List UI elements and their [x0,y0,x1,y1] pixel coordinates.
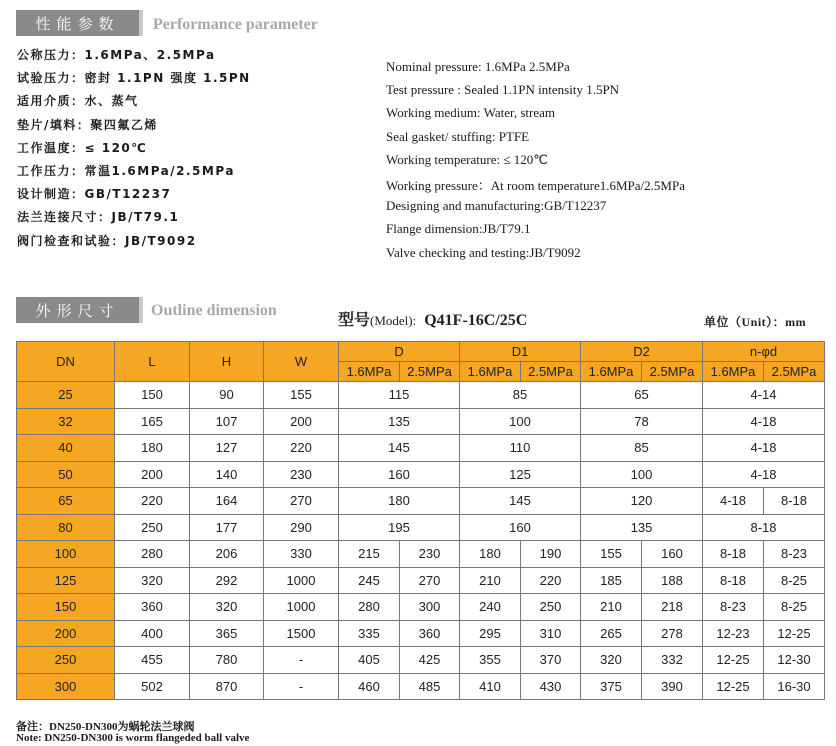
cell-d-b: 300 [400,594,460,621]
cell-dn: 100 [17,541,115,568]
cell-nd-a: 12-25 [703,673,764,700]
cell-w: 290 [264,514,339,541]
cell-d1-a: 295 [460,620,521,647]
cell-h: 127 [190,435,264,462]
table-row [17,435,825,462]
header-nd-p25: 2.5MPa [764,362,825,382]
table-row [17,382,825,409]
cell-d2: 100 [581,461,703,488]
cell-nd: 4-14 [703,382,825,409]
header-d2-p16: 1.6MPa [581,362,642,382]
cell-nd-b: 12-30 [764,647,825,674]
cell-d2-a: 155 [581,541,642,568]
cell-dn: 300 [17,673,115,700]
performance-cn-line: 设计制造：GB/T12237 [17,187,172,202]
cell-l: 455 [115,647,190,674]
cell-l: 320 [115,567,190,594]
cell-d2-b: 218 [642,594,703,621]
cell-l: 400 [115,620,190,647]
performance-section-tag [16,10,143,36]
performance-en-line: Nominal pressure: 1.6MPa 2.5MPa [386,59,570,74]
performance-cn-line: 工作温度：≤ 120℃ [17,140,148,155]
header-l: L [115,342,190,382]
cell-d1-a: 240 [460,594,521,621]
performance-en-line: Working medium: Water, stream [386,105,555,121]
cell-h: 164 [190,488,264,515]
cell-d-a: 245 [339,567,400,594]
header-d2: D2 [581,342,703,362]
cell-h: 365 [190,620,264,647]
cell-d2-b: 188 [642,567,703,594]
header-d1-p25: 2.5MPa [521,362,581,382]
cell-nd-b: 8-25 [764,594,825,621]
note-cn: 备注：DN250-DN300为蜗轮法兰球阀 [16,721,195,733]
cell-h: 292 [190,567,264,594]
header-dn: DN [17,342,115,382]
cell-d-a: 280 [339,594,400,621]
performance-en-line: Seal gasket/ stuffing: PTFE [386,128,530,144]
cell-nd: 4-18 [703,435,825,462]
cell-h: 140 [190,461,264,488]
header-nd: n-φd [703,342,825,362]
cell-l: 360 [115,594,190,621]
performance-cn-line: 适用介质：水、蒸气 [17,94,139,109]
cell-d1-b: 430 [521,673,581,700]
table-row [17,461,825,488]
cell-d: 180 [339,488,460,515]
outline-section-tag [16,297,143,323]
cell-h: 320 [190,594,264,621]
cell-nd-a: 12-25 [703,647,764,674]
cell-w: 330 [264,541,339,568]
cell-dn: 150 [17,594,115,621]
cell-d2-a: 210 [581,594,642,621]
cell-d2-a: 265 [581,620,642,647]
cell-w: - [264,673,339,700]
performance-en-line: Working pressure：At room temperature1.6MPa/2.5MPa [386,178,685,193]
dimension-table [16,341,825,700]
cell-d-a: 335 [339,620,400,647]
cell-d-b: 485 [400,673,460,700]
performance-tag-en: Performance parameter [153,16,318,33]
header-d-p16: 1.6MPa [339,362,400,382]
performance-cn-line: 法兰连接尺寸：JB/T79.1 [17,210,180,225]
cell-d2: 78 [581,408,703,435]
cell-d1-b: 250 [521,594,581,621]
cell-nd-b: 12-25 [764,620,825,647]
cell-h: 870 [190,673,264,700]
header-d1-p16: 1.6MPa [460,362,521,382]
cell-dn: 65 [17,488,115,515]
cell-dn: 40 [17,435,115,462]
cell-d: 195 [339,514,460,541]
cell-w: 200 [264,408,339,435]
table-row [17,594,825,621]
cell-h: 780 [190,647,264,674]
cell-d2-b: 160 [642,541,703,568]
unit-label: 单位（Unit）：mm [704,315,807,329]
performance-en-line: Working temperature: ≤ 120℃ [386,151,548,167]
cell-dn: 125 [17,567,115,594]
cell-d-a: 405 [339,647,400,674]
cell-l: 220 [115,488,190,515]
header-nd-p16: 1.6MPa [703,362,764,382]
cell-dn: 200 [17,620,115,647]
model-value: Q41F-16C/25C [424,312,528,329]
model-label-paren: (Model): [370,313,417,328]
outline-tag-en: Outline dimension [151,302,277,319]
header-d: D [339,342,460,362]
cell-d: 115 [339,382,460,409]
cell-d1: 160 [460,514,581,541]
cell-d2-b: 278 [642,620,703,647]
performance-en-line: Test pressure : Sealed 1.1PN intensity 1.5PN [386,82,620,98]
cell-d2-a: 375 [581,673,642,700]
cell-h: 107 [190,408,264,435]
cell-d: 135 [339,408,460,435]
cell-l: 150 [115,382,190,409]
cell-d1-a: 355 [460,647,521,674]
performance-en-line: Flange dimension:JB/T79.1 [386,221,531,237]
cell-d2: 65 [581,382,703,409]
table-row [17,488,825,515]
cell-d-b: 230 [400,541,460,568]
cell-d1-a: 210 [460,567,521,594]
cell-d1-b: 220 [521,567,581,594]
cell-w: 230 [264,461,339,488]
performance-tag-cn: 性能参数 [35,14,120,33]
cell-l: 200 [115,461,190,488]
cell-w: 220 [264,435,339,462]
header-h: H [190,342,264,382]
cell-nd-a: 12-23 [703,620,764,647]
cell-d-b: 425 [400,647,460,674]
table-row [17,673,825,700]
outline-tag-cn: 外形尺寸 [35,301,120,320]
cell-nd: 4-18 [703,461,825,488]
performance-cn-line: 垫片/填料：聚四氟乙烯 [17,117,158,132]
cell-h: 177 [190,514,264,541]
cell-d1: 110 [460,435,581,462]
dimension-table-body [17,382,825,700]
cell-w: 1500 [264,620,339,647]
cell-h: 90 [190,382,264,409]
cell-d1: 85 [460,382,581,409]
cell-d1-a: 180 [460,541,521,568]
table-row [17,408,825,435]
table-row [17,567,825,594]
cell-d2: 85 [581,435,703,462]
cell-d2-a: 185 [581,567,642,594]
cell-l: 250 [115,514,190,541]
header-d-p25: 2.5MPa [400,362,460,382]
cell-d2-b: 332 [642,647,703,674]
performance-cn-line: 试验压力：密封 1.1PN 强度 1.5PN [17,71,251,86]
cell-dn: 25 [17,382,115,409]
cell-d2: 135 [581,514,703,541]
cell-d1: 145 [460,488,581,515]
table-row [17,541,825,568]
performance-cn-line: 公称压力：1.6MPa、2.5MPa [17,48,216,62]
cell-nd-a: 8-23 [703,594,764,621]
cell-d-a: 215 [339,541,400,568]
performance-cn-line: 工作压力：常温1.6MPa/2.5MPa [17,164,235,178]
cell-dn: 50 [17,461,115,488]
cell-nd-b: 8-23 [764,541,825,568]
cell-d-a: 460 [339,673,400,700]
performance-en-line: Designing and manufacturing:GB/T12237 [386,198,607,214]
cell-d1-a: 410 [460,673,521,700]
cell-nd-a: 8-18 [703,541,764,568]
cell-w: - [264,647,339,674]
cell-dn: 32 [17,408,115,435]
cell-nd: 4-18 [703,408,825,435]
cell-nd-b: 16-30 [764,673,825,700]
cell-nd-b: 8-18 [764,488,825,515]
cell-l: 280 [115,541,190,568]
cell-d2-b: 390 [642,673,703,700]
cell-d: 145 [339,435,460,462]
model-label [338,307,527,330]
cell-d-b: 270 [400,567,460,594]
cell-nd-a: 4-18 [703,488,764,515]
performance-en-line: Valve checking and testing:JB/T9092 [386,244,581,260]
cell-d-b: 360 [400,620,460,647]
cell-d1: 100 [460,408,581,435]
cell-d1-b: 190 [521,541,581,568]
table-row [17,514,825,541]
cell-d1-b: 310 [521,620,581,647]
cell-d2: 120 [581,488,703,515]
cell-d: 160 [339,461,460,488]
table-row [17,620,825,647]
cell-nd-b: 8-25 [764,567,825,594]
cell-l: 502 [115,673,190,700]
performance-cn-line: 阀门检查和试验：JB/T9092 [17,233,197,248]
cell-nd-a: 8-18 [703,567,764,594]
cell-l: 165 [115,408,190,435]
cell-w: 270 [264,488,339,515]
note-en: Note: DN250-DN300 is worm flangeded ball valve [16,732,250,744]
cell-d2-a: 320 [581,647,642,674]
cell-h: 206 [190,541,264,568]
cell-dn: 80 [17,514,115,541]
cell-d1-b: 370 [521,647,581,674]
cell-dn: 250 [17,647,115,674]
cell-w: 1000 [264,594,339,621]
header-d1: D1 [460,342,581,362]
cell-nd: 8-18 [703,514,825,541]
cell-l: 180 [115,435,190,462]
cell-d1: 125 [460,461,581,488]
header-w: W [264,342,339,382]
model-label-cn: 型号 [338,312,371,329]
table-row [17,647,825,674]
header-d2-p25: 2.5MPa [642,362,703,382]
cell-w: 155 [264,382,339,409]
cell-w: 1000 [264,567,339,594]
